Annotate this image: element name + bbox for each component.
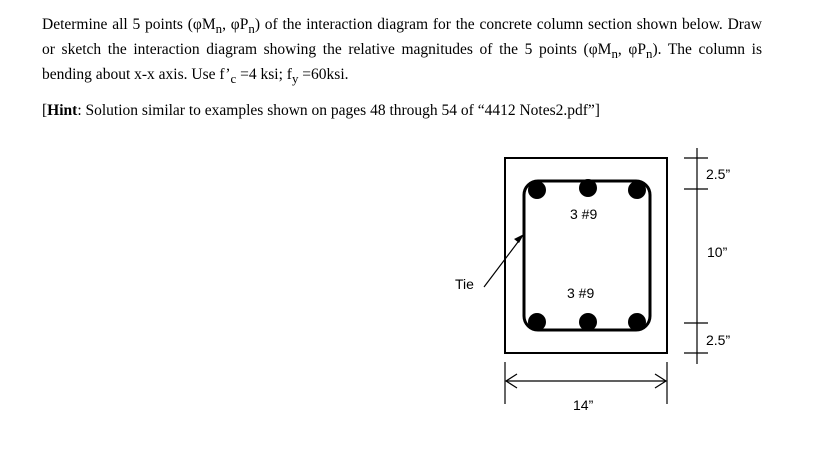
rebar-top-right (628, 181, 646, 199)
phi-mn-subscript: n (215, 21, 223, 37)
dim-middle-label: 10” (707, 244, 728, 260)
rebar-top-left (528, 181, 546, 199)
hint-text: : Solution similar to examples shown on pages 48 through 54 of “4412 Notes2.pdf”] (77, 102, 600, 119)
rebar-top-center (579, 179, 597, 197)
problem-middle: ) of the interaction diagram for the concrete column section shown below. Draw or sketch the interaction diagram showing the relative magnitudes of the 5 points ( (42, 16, 762, 59)
problem-intro: Determine all 5 points ( (42, 16, 193, 33)
dim-width-label: 14” (573, 397, 594, 413)
hint-open-bracket: [ (42, 102, 48, 119)
tie (524, 181, 650, 330)
hint-label: Hint (47, 102, 78, 119)
phi-mn-symbol: φM (192, 16, 216, 33)
fy-value: =60ksi. (298, 66, 349, 84)
phi-mn-symbol: φM (588, 41, 612, 59)
bars-bottom-label: 3 #9 (567, 285, 595, 301)
problem-tail: ). The column is bending about x-x axis. Use f’ (42, 41, 763, 84)
separator: , (222, 16, 231, 33)
separator: , (617, 41, 629, 59)
phi-pn-symbol: φP (230, 16, 249, 33)
dim-bottom-cover-label: 2.5” (706, 332, 731, 348)
rebar-bottom-center (579, 313, 597, 331)
phi-pn-subscript: n (248, 21, 255, 37)
phi-pn-subscript: n (646, 46, 653, 62)
dim-top-cover-label: 2.5” (706, 166, 731, 182)
fc-value: =4 ksi; f (236, 66, 292, 84)
phi-mn-subscript: n (611, 46, 618, 62)
rebar-bottom-right (628, 313, 646, 331)
fy-subscript: y (291, 71, 299, 87)
rebar-bottom-left (528, 313, 546, 331)
tie-leader-line (484, 238, 521, 287)
bars-top-label: 3 #9 (570, 206, 598, 222)
fc-subscript: c (230, 71, 237, 87)
tie-label: Tie (455, 276, 474, 292)
phi-pn-symbol: φP (628, 41, 646, 59)
